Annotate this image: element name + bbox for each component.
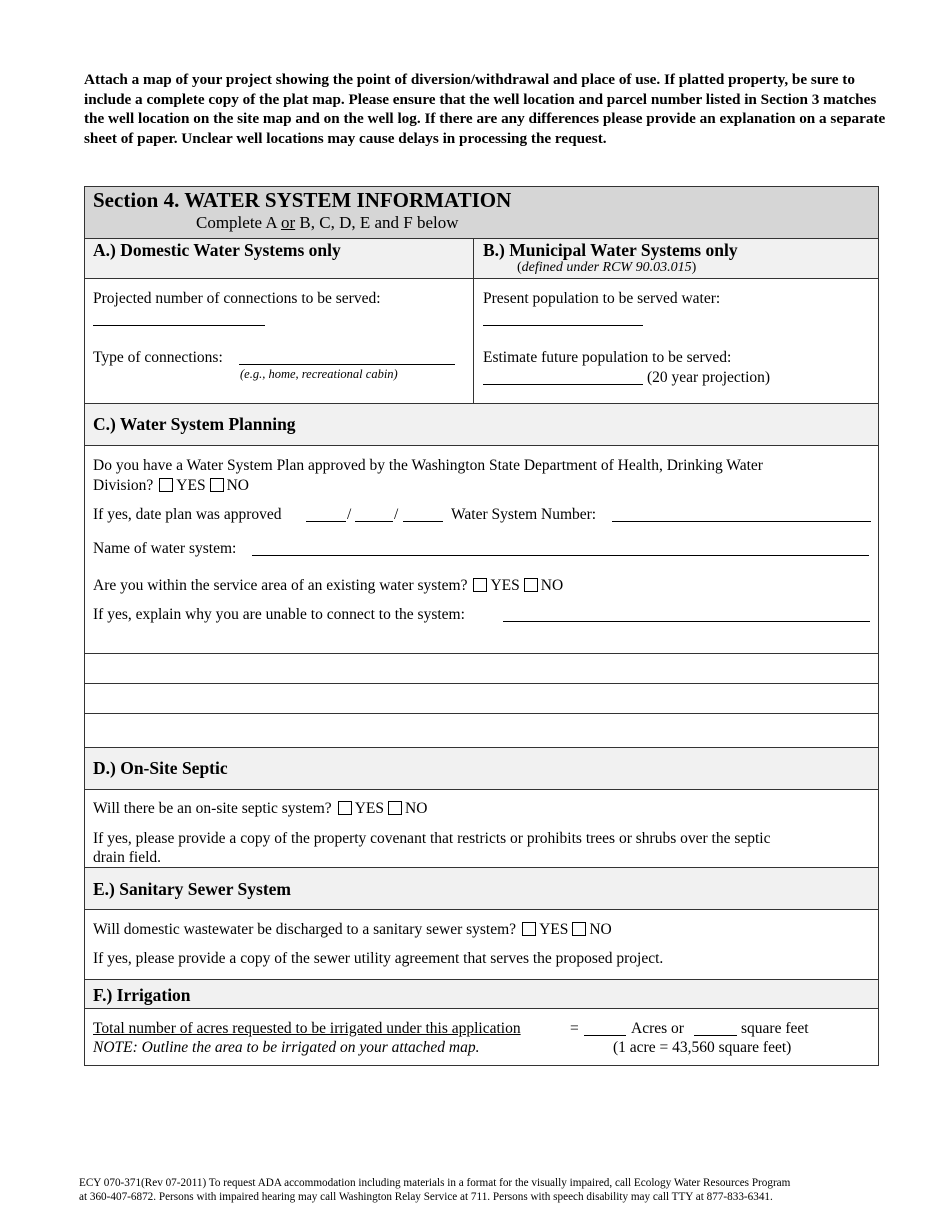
section-title: Section 4. WATER SYSTEM INFORMATION xyxy=(93,188,512,212)
sewer-no-checkbox[interactable] xyxy=(572,922,586,936)
explain-line xyxy=(85,683,878,684)
irrigation-acres-or: Acres or xyxy=(631,1020,684,1037)
sewer-yes-checkbox[interactable] xyxy=(522,922,536,936)
present-population-field[interactable] xyxy=(483,311,643,326)
connections-field[interactable] xyxy=(93,311,265,326)
divider xyxy=(85,789,878,790)
water-plan-question-cont: Division? YES NO xyxy=(93,477,249,494)
explain-line xyxy=(85,653,878,654)
water-plan-yes-checkbox[interactable] xyxy=(159,478,173,492)
section-subtitle: Complete A or B, C, D, E and F below xyxy=(196,213,459,232)
septic-d-header: D.) On-Site Septic xyxy=(93,758,228,778)
sewer-question: Will domestic wastewater be discharged to a sanitary sewer system? YES NO xyxy=(93,921,612,938)
future-population-suffix: (20 year projection) xyxy=(647,369,771,386)
divider xyxy=(85,1008,878,1009)
future-population-field[interactable] xyxy=(483,370,643,385)
column-divider xyxy=(473,238,474,403)
divider xyxy=(85,278,878,279)
explain-field[interactable] xyxy=(503,607,870,622)
type-of-connections-hint: (e.g., home, recreational cabin) xyxy=(240,367,398,381)
explain-label: If yes, explain why you are unable to connect to the system: xyxy=(93,606,465,623)
septic-note: If yes, please provide a copy of the property covenant that restricts or prohibits trees or shrubs over the septic xyxy=(93,830,771,847)
type-of-connections-label: Type of connections: xyxy=(93,349,223,366)
service-area-question: Are you within the service area of an existing water system? YES NO xyxy=(93,577,564,594)
date-year-field[interactable] xyxy=(403,507,443,522)
irrigation-equals: = xyxy=(570,1020,579,1037)
date-separator: / xyxy=(394,506,399,523)
irrigation-acres-field[interactable] xyxy=(584,1021,626,1036)
type-of-connections-field[interactable] xyxy=(239,350,455,365)
septic-note-cont: drain field. xyxy=(93,849,162,866)
footer xyxy=(79,1176,879,1204)
municipal-b-subheader: (defined under RCW 90.03.015) xyxy=(517,260,697,275)
water-plan-no-checkbox[interactable] xyxy=(210,478,224,492)
date-approved-label: If yes, date plan was approved xyxy=(93,506,282,523)
section-4-form xyxy=(84,186,879,1066)
date-month-field[interactable] xyxy=(306,507,346,522)
irrigation-square-feet-field[interactable] xyxy=(694,1021,737,1036)
date-separator: / xyxy=(347,506,352,523)
domain-a-header: A.) Domestic Water Systems only xyxy=(93,240,341,260)
intro-instructions: Attach a map of your project showing the point of diversion/withdrawal and place of use. If platted property, be sure to include a complete copy of the plat map. Please ensure that the well location and parcel number listed in Section 3 matches the well location on the site map and on the well log. If there are any differences please provide an explanation on a separate sheet of paper. Unclear well locations may cause delays in processing the request. xyxy=(84,71,886,147)
future-population-label: Estimate future population to be served: xyxy=(483,349,732,366)
water-system-number-field[interactable] xyxy=(612,507,871,522)
divider xyxy=(85,445,878,446)
water-system-number-label: Water System Number: xyxy=(451,506,597,523)
water-system-name-field[interactable] xyxy=(252,541,869,556)
planning-c-header: C.) Water System Planning xyxy=(93,414,296,434)
water-plan-question: Do you have a Water System Plan approved by the Washington State Department of Health, Drinking Water xyxy=(93,457,763,474)
divider xyxy=(85,909,878,910)
footer-line: at 360-407-6872. Persons with impaired hearing may call Washington Relay Service at 711. Persons with speech disability may call TTY at 877-833-6341. xyxy=(79,1191,773,1203)
irrigation-f-header: F.) Irrigation xyxy=(93,985,191,1005)
septic-yes-checkbox[interactable] xyxy=(338,801,352,815)
date-day-field[interactable] xyxy=(355,507,393,522)
water-system-name-label: Name of water system: xyxy=(93,540,237,557)
present-population-label: Present population to be served water: xyxy=(483,290,721,307)
septic-question: Will there be an on-site septic system? YES NO xyxy=(93,800,428,817)
irrigation-acres-label: Total number of acres requested to be irrigated under this application xyxy=(93,1020,521,1037)
septic-no-checkbox[interactable] xyxy=(388,801,402,815)
acre-conversion: (1 acre = 43,560 square feet) xyxy=(613,1039,792,1056)
sewer-note: If yes, please provide a copy of the sewer utility agreement that serves the proposed project. xyxy=(93,950,664,967)
f-header-band xyxy=(85,980,878,1008)
irrigation-note: NOTE: Outline the area to be irrigated on your attached map. xyxy=(93,1039,480,1056)
explain-line xyxy=(85,713,878,714)
irrigation-square-feet-label: square feet xyxy=(741,1020,809,1037)
service-area-yes-checkbox[interactable] xyxy=(473,578,487,592)
service-area-no-checkbox[interactable] xyxy=(524,578,538,592)
sewer-e-header: E.) Sanitary Sewer System xyxy=(93,879,291,899)
connections-label: Projected number of connections to be served: xyxy=(93,290,381,307)
footer-line: ECY 070-371(Rev 07-2011) To request ADA accommodation including materials in a format for the visually impaired, call Ecology Water Resources Program xyxy=(79,1177,791,1189)
municipal-b-header: B.) Municipal Water Systems only xyxy=(483,240,738,260)
